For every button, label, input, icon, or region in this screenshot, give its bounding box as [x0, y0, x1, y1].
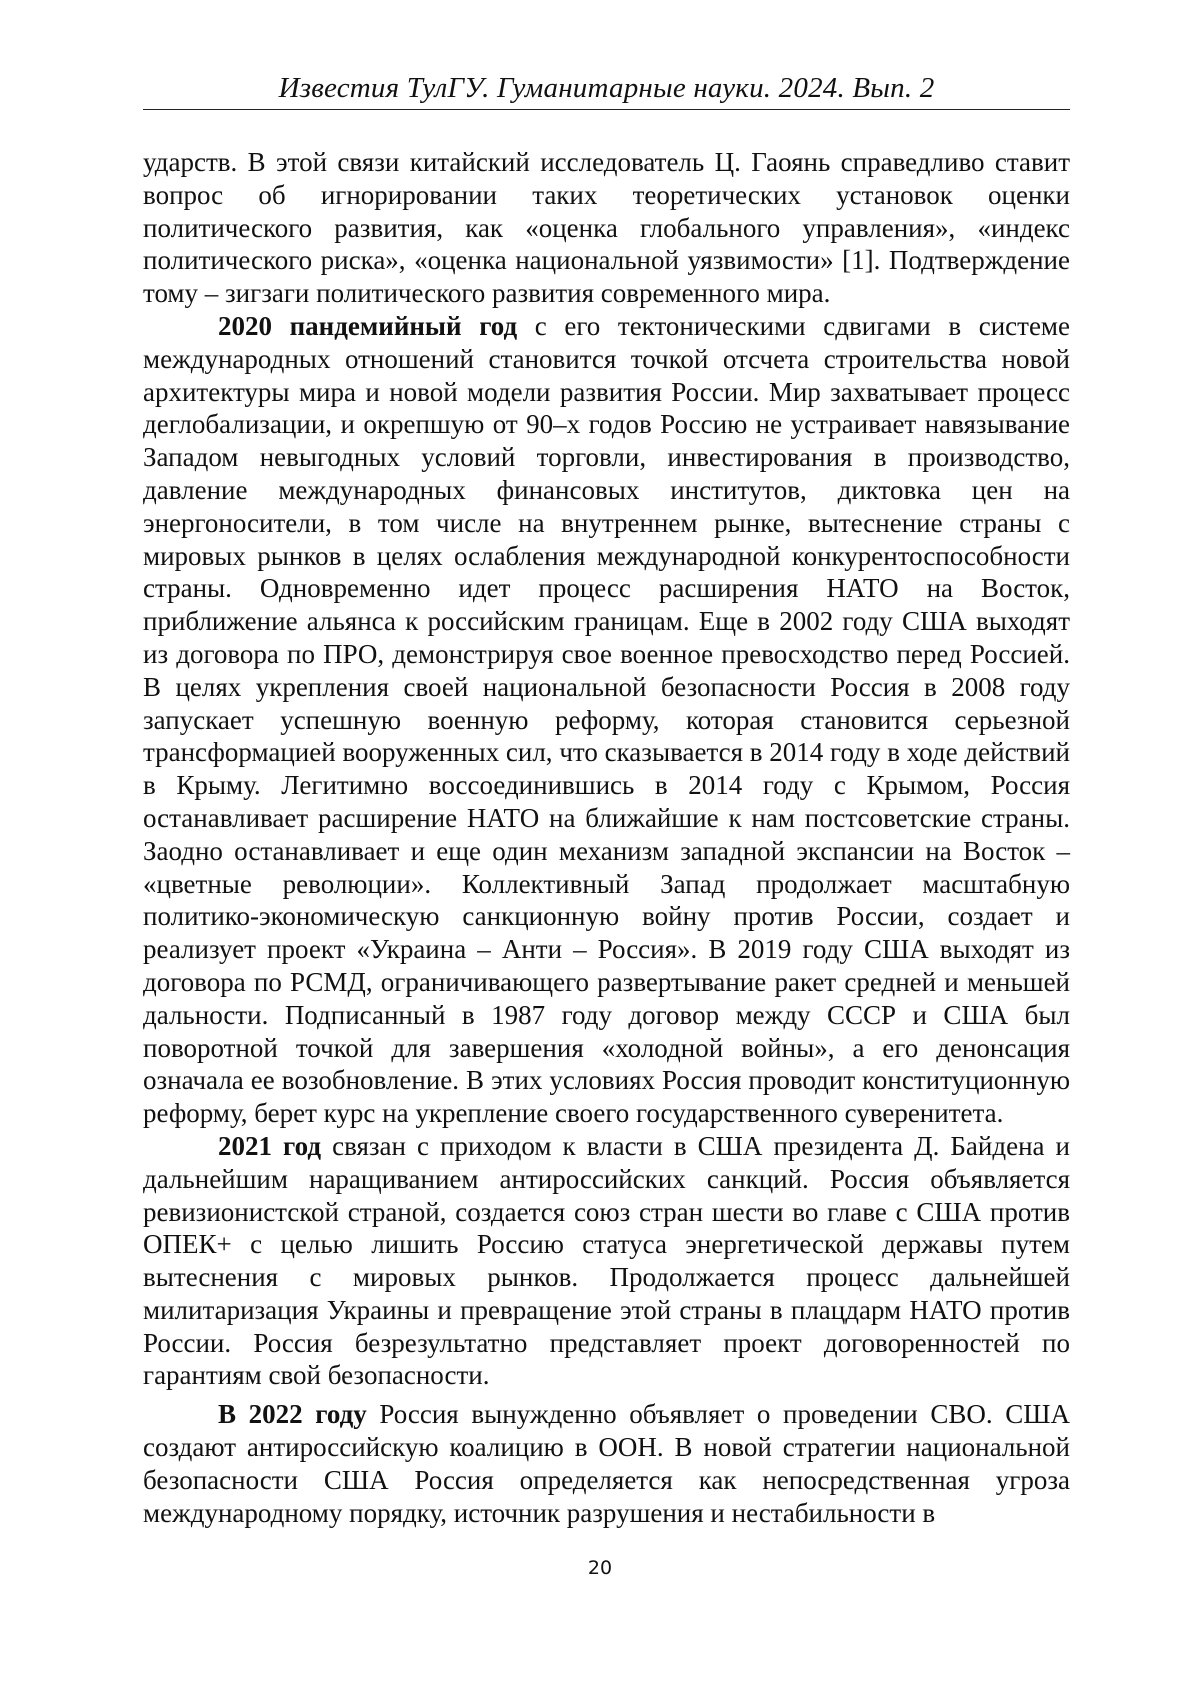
paragraph-2021 — [143, 1130, 1070, 1392]
article-body — [143, 146, 1070, 1529]
paragraph-text: ударств. В этой связи китайский исследователь Ц. Гаоянь справедливо ставит вопрос об игнорировании таких теоретических установок оценки политического развития, как «оценка глобального управления», «индекс политического риска», «оценка национальной уязвимости» [1]. Подтверждение тому – зигзаги политического развития современного мира. — [143, 147, 1070, 309]
running-header: Известия ТулГУ. Гуманитарные науки. 2024. Вып. 2 — [278, 72, 935, 104]
paragraph-2022 — [143, 1398, 1070, 1529]
paragraph-text: с его тектоническими сдвигами в системе международных отношений становится точкой отсчета строительства новой архитектуры мира и новой модели развития России. Мир захватывает процесс деглобализации, и окрепшую от 90–х годов Россию не устраивает навязывание Западом невыгодных условий торговли, инвестирования в производство, давление международных финансовых институтов, диктовка цен на энергоносители, в том числе на внутреннем рынке, вытеснение страны с мировых рынков в целях ослабления международной конкурентоспособности страны. Одновременно идет процесс расширения НАТО на Восток, приближение альянса к российским границам. Еще в 2002 году США выходят из договора по ПРО, демонстрируя свое военное превосходство перед Россией. В целях укрепления своей национальной безопасности Россия в 2008 году запускает успешную военную реформу, которая становится серьезной трансформацией вооруженных сил, что сказывается в 2014 году в ходе действий в Крыму. Легитимно воссоединившись в 2014 году с Крымом, Россия останавливает расширение НАТО на ближайшие к нам постсоветские страны. Заодно останавливает и еще один механизм западной экспансии на Восток – «цветные революции». Коллективный Запад продолжает масштабную политико-экономическую санкционную войну против России, создает и реализует проект «Украина ‒ Анти – Россия». В 2019 году США выходят из договора по РСМД, ограничивающего развертывание ракет средней и меньшей дальности. Подписанный в 1987 году договор между СССР и США был поворотной точкой для завершения «холодной войны», а его денонсация означала ее возобновление. В этих условиях Россия проводит конституционную реформу, берет курс на укрепление своего государственного суверенитета. — [143, 310, 1070, 1129]
paragraph-text: связан с приходом к власти в США президента Д. Байдена и дальнейшим наращиванием антироссийских санкций. Россия объявляется ревизионистской страной, создается союз стран шести во главе с США против ОПЕК+ с целью лишить Россию статуса энергетической державы путем вытеснения с мировых рынков. Продолжается процесс дальнейшей милитаризация Украины и превращение этой страны в плацдарм НАТО против России. Россия безрезультатно представляет проект договоренностей по гарантиям свой безопасности. — [143, 1130, 1071, 1391]
paragraph-text: Россия вынужденно объявляет о проведении СВО. США создают антироссийскую коалицию в ООН. В новой стратегии национальной безопасности США Россия определяется как непосредственная угроза международному порядку, источник разрушения и нестабильности в — [143, 1399, 1070, 1528]
paragraph-continuation — [143, 146, 1070, 310]
paragraph-lead: 2021 год — [218, 1130, 322, 1161]
paragraph-2020 — [143, 310, 1070, 1130]
paragraph-lead: 2020 пандемийный год — [218, 310, 518, 341]
page-number: 20 — [587, 1557, 613, 1579]
paragraph-lead: В 2022 году — [218, 1399, 367, 1430]
header-rule — [143, 109, 1070, 110]
